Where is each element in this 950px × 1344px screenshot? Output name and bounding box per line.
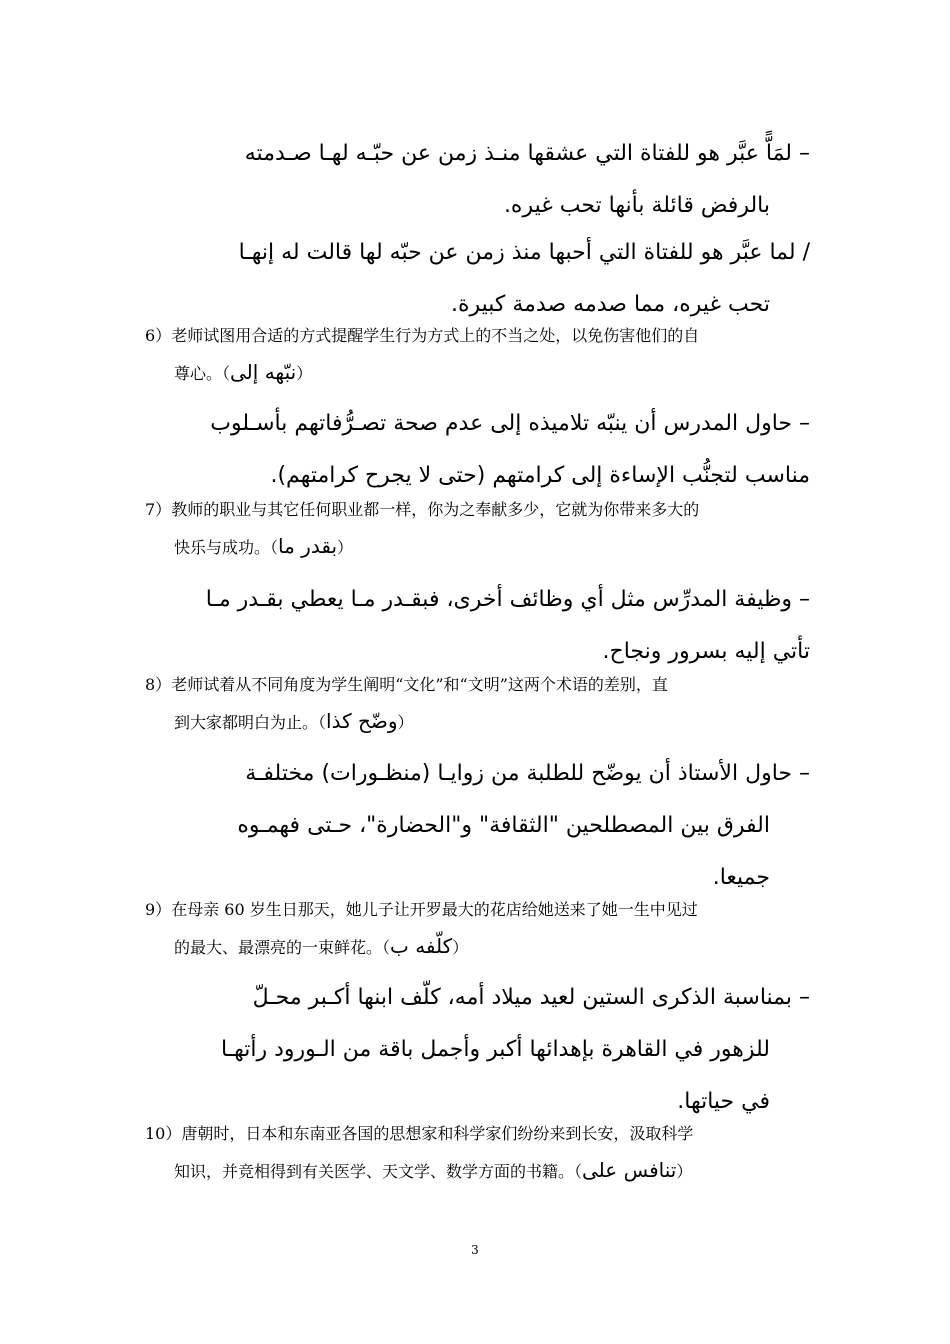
- question-text: ）: [676, 1162, 693, 1181]
- question-text: 唐朝时，日本和东南亚各国的思想家和科学家们纷纷来到长安，汲取科学: [181, 1124, 694, 1143]
- question-text: 到大家都明白为止。（: [174, 713, 327, 732]
- answer-block-9: [150, 972, 810, 1128]
- question-text: 老师试图用合适的方式提醒学生行为方式上的不当之处，以免伤害他们的自: [171, 326, 700, 345]
- answer-block-7: [145, 574, 810, 678]
- question-8: [145, 667, 668, 741]
- question-text: ）: [397, 713, 414, 732]
- question-keyword: تنافس على: [582, 1158, 677, 1182]
- answer-line: – حاول المدرس أن ينبّه تلاميذه إلى عدم صحة تصـرُّفاتهم بأسـلوب: [210, 411, 810, 436]
- question-text: 知识，并竞相得到有关医学、天文学、数学方面的书籍。（: [174, 1162, 583, 1181]
- question-7: [145, 492, 699, 566]
- answer-line: – حاول الأستاذ أن يوضّح للطلبة من زوايـا (منظـورات) مختلفـة: [245, 761, 810, 786]
- question-number: 8）: [145, 675, 172, 694]
- question-9: [145, 892, 698, 966]
- question-number: 9）: [145, 900, 172, 919]
- answer-block-5a: [150, 128, 810, 232]
- question-keyword: كلّفه ب: [390, 934, 453, 958]
- answer-line: للزهور في القاهرة بإهدائها أكبر وأجمل باقة من الـورود رأتهـا: [220, 1037, 770, 1062]
- question-text: 在母亲 60 岁生日那天，她儿子让开罗最大的花店给她送来了她一生中见过: [171, 900, 698, 919]
- answer-line: تحب غيره، مما صدمه صدمة كبيرة.: [450, 292, 770, 317]
- question-text: ）: [337, 538, 354, 557]
- answer-line: / لما عبَّر هو للفتاة التي أحبها منذ زمن عن حبّه لها قالت له إنهـا: [238, 240, 810, 265]
- question-number: 7）: [145, 500, 172, 519]
- page-number: 3: [471, 1243, 479, 1257]
- question-6: [145, 318, 699, 392]
- question-text: 尊心。（: [174, 364, 231, 383]
- question-keyword: بقدر ما: [278, 534, 338, 558]
- question-text: 快乐与成功。（: [174, 538, 279, 557]
- answer-line: بالرفض قائلة بأنها تحب غيره.: [503, 193, 770, 218]
- answer-block-6: [145, 398, 810, 502]
- question-text: 老师试着从不同角度为学生阐明“文化”和“文明”这两个术语的差别，直: [171, 675, 668, 694]
- answer-line: في حياتها.: [677, 1089, 770, 1114]
- answer-line: مناسب لتجنُّب الإساءة إلى كرامتهم (حتى لا يجرح كرامتهم).: [270, 463, 810, 488]
- question-number: 6）: [145, 326, 172, 345]
- answer-line: – وظيفة المدرِّس مثل أي وظائف أخرى، فبقـدر مـا يعطي بقـدر مـا: [205, 587, 810, 612]
- answer-line: – بمناسبة الذكرى الستين لعيد ميلاد أمه، كلّف ابنها أكـبر محـلّ: [252, 985, 810, 1010]
- question-10: [145, 1116, 693, 1190]
- question-keyword: وضّح كذا: [326, 709, 398, 733]
- answer-line: تأتي إليه بسرور ونجاح.: [602, 639, 810, 664]
- question-text: 教师的职业与其它任何职业都一样，你为之奉献多少，它就为你带来多大的: [171, 500, 700, 519]
- question-text: 的最大、最漂亮的一束鲜花。（: [174, 938, 391, 957]
- answer-block-8: [150, 748, 810, 904]
- answer-block-5b: [150, 227, 810, 331]
- question-number: 10）: [145, 1124, 182, 1143]
- answer-line: – لمَاًّ عبَّر هو للفتاة التي عشقها منـذ زمن عن حبّـه لهـا صـدمته: [244, 141, 810, 166]
- answer-line: الفرق بين المصطلحين "الثقافة" و"الحضارة"، حـتى فهمـوه: [237, 813, 770, 838]
- question-text: ）: [296, 364, 313, 383]
- answer-line: جميعا.: [712, 865, 770, 890]
- question-text: ）: [452, 938, 469, 957]
- question-keyword: نبّهه إلى: [230, 360, 297, 384]
